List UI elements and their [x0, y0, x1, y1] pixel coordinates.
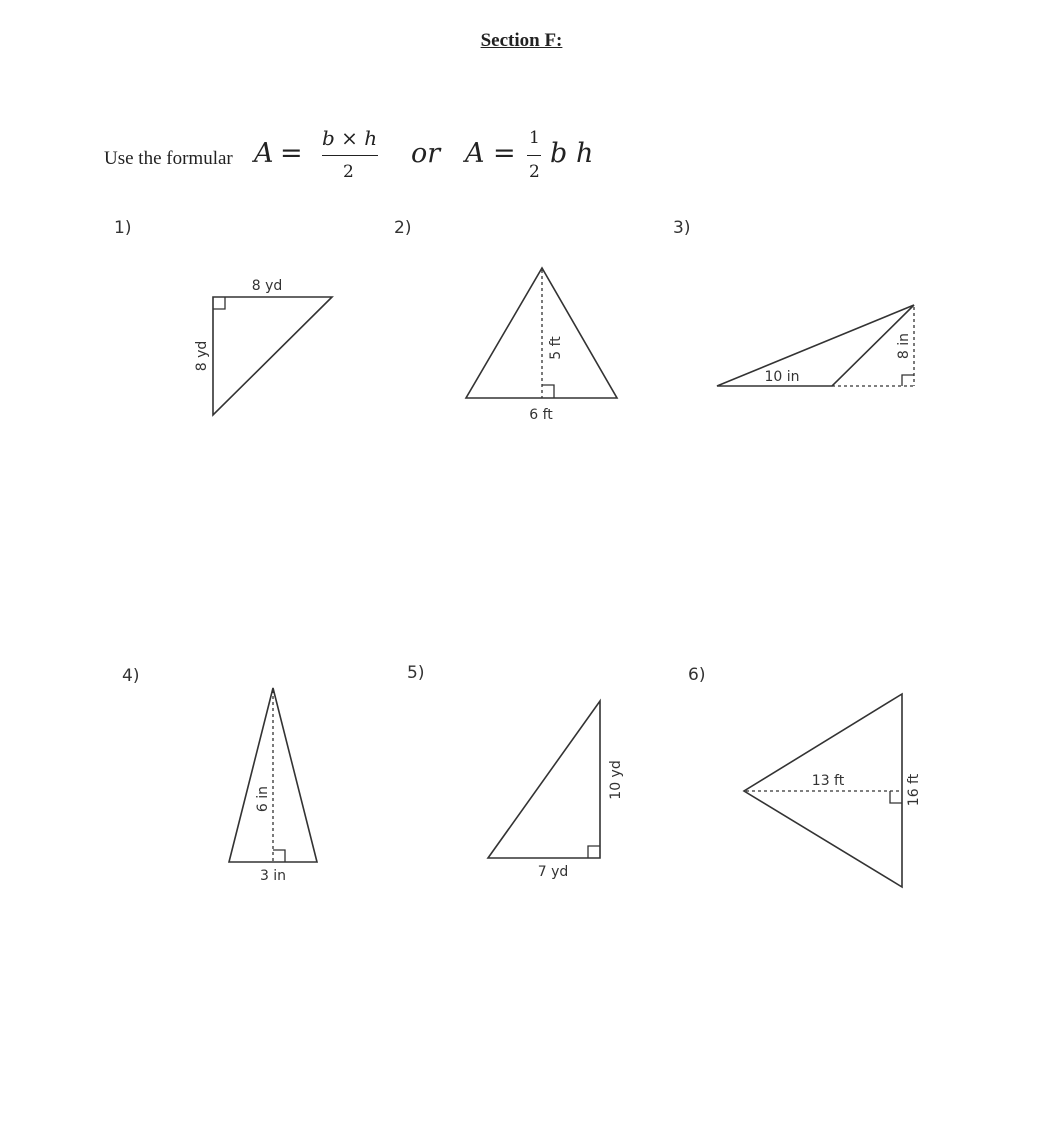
problem-number-4: 4) [122, 666, 140, 686]
problem-number-2: 2) [394, 218, 412, 238]
triangle-6-base-label: 16 ft [906, 773, 922, 807]
problem-number-1: 1) [114, 218, 132, 238]
triangle-1-height-label: 8 yd [194, 340, 210, 372]
triangle-figure-6 [744, 694, 922, 887]
formula-denominator: 2 [343, 162, 354, 182]
triangle-6-height-label: 13 ft [811, 773, 845, 789]
right-angle-marker-4 [273, 850, 285, 862]
problem-number-3: 3) [673, 218, 691, 238]
triangle-figure-1 [194, 278, 332, 415]
formula-numerator: b × h [322, 126, 378, 150]
triangle-figure-2 [466, 268, 617, 423]
triangle-5-height-label: 10 yd [608, 760, 624, 800]
triangle-2-height-label: 5 ft [548, 336, 564, 360]
formula-area-symbol-2: A [465, 138, 485, 169]
triangle-figure-3 [717, 305, 914, 386]
problem-number-6: 6) [688, 665, 706, 685]
triangle-5-outline [488, 701, 600, 858]
section-heading: Section F: [480, 30, 563, 51]
right-angle-marker-5 [588, 846, 600, 858]
formula-equals: = [280, 138, 303, 169]
formula-height-symbol: h [576, 138, 594, 169]
right-angle-marker-2 [542, 385, 554, 398]
triangle-4-height-label: 6 in [255, 785, 271, 813]
triangle-3-outline [717, 305, 914, 386]
triangle-figure-5 [488, 701, 624, 880]
half-denominator: 2 [529, 162, 540, 182]
triangle-5-base-label: 7 yd [537, 864, 569, 880]
triangle-1-outline [213, 297, 332, 415]
triangle-4-base-label: 3 in [259, 868, 287, 884]
triangle-2-base-label: 6 ft [529, 407, 553, 423]
formula-area-symbol: A [254, 138, 274, 169]
right-angle-marker-3 [902, 375, 914, 386]
formula-equals-2: = [493, 138, 516, 169]
triangle-3-height-label: 8 in [896, 332, 912, 360]
formula-base-symbol: b [550, 138, 568, 169]
triangle-1-base-label: 8 yd [251, 278, 283, 294]
triangle-figure-4 [229, 688, 317, 884]
right-angle-marker-6 [890, 791, 902, 803]
formula-or: or [411, 138, 441, 169]
triangle-3-base-label: 10 in [764, 369, 800, 385]
half-numerator: 1 [529, 128, 540, 148]
right-angle-marker-1 [213, 297, 225, 309]
problem-number-5: 5) [407, 663, 425, 683]
formula-intro: Use the formular [104, 148, 233, 169]
